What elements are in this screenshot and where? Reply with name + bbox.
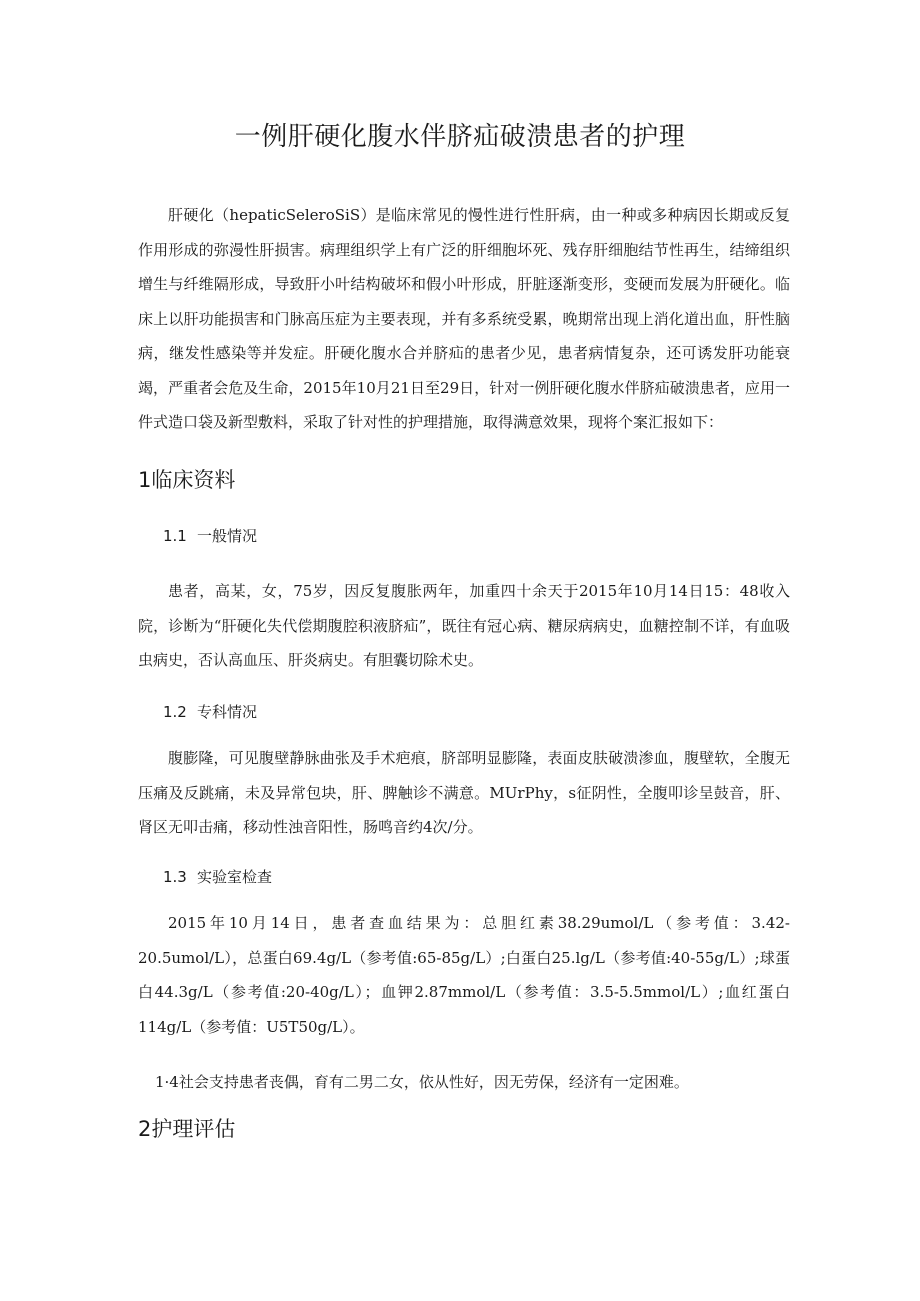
lab-results-paragraph: 2015年10月14日，患者查血结果为：总胆红素38.29umol/L（参考值：3.42-20.5umol/L），总蛋白69.4g/L（参考值:65-85g/L）;白蛋白25.lg/L（参考值:40-55g/L）;球蛋白44.3g/L（参考值:20-40g/L）；血钾2.87mmol/L（参考值：3.5-5.5mmol/L）;血红蛋白114g/L（参考值：U5T50g/L）。 bbox=[138, 914, 790, 1036]
document-title: 一例肝硬化腹水伴脐疝破溃患者的护理 bbox=[234, 122, 686, 152]
social-support-paragraph: 1·4社会支持患者丧偶，育有二男二女，依从性好，因无劳保，经济有一定困难。 bbox=[155, 1073, 689, 1091]
specialty-paragraph: 腹膨隆，可见腹壁静脉曲张及手术疤痕，脐部明显膨隆，表面皮肤破溃渗血，腹壁软，全腹无压痛及反跳痛，未及异常包块，肝、脾触诊不满意。MUrPhy，s征阴性，全腹叩诊呈鼓音，肝、肾区无叩击痛，移动性浊音阳性，肠鸣音约4次/分。 bbox=[138, 749, 790, 836]
subsection-1-1-heading bbox=[163, 524, 257, 548]
section-1-heading: 1临床资料 bbox=[138, 468, 236, 492]
subsection-1-2-number: 1.2 bbox=[163, 703, 187, 721]
subsection-1-1-number: 1.1 bbox=[163, 527, 187, 545]
subsection-1-3-heading bbox=[163, 865, 272, 889]
subsection-1-1-label: 一般情况 bbox=[197, 527, 258, 545]
section-2-heading: 2护理评估 bbox=[138, 1117, 236, 1141]
general-info-paragraph: 患者，高某，女，75岁，因反复腹胀两年，加重四十余天于2015年10月14日15：48收入院，诊断为“肝硬化失代偿期腹腔积液脐疝”，既往有冠心病、糖尿病病史，血糖控制不详，有血吸虫病史，否认高血压、肝炎病史。有胆囊切除术史。 bbox=[138, 582, 790, 669]
subsection-1-2-label: 专科情况 bbox=[197, 703, 258, 721]
subsection-1-3-number: 1.3 bbox=[163, 868, 187, 886]
subsection-1-3-label: 实验室检查 bbox=[197, 868, 273, 886]
intro-paragraph: 肝硬化（hepaticSeleroSiS）是临床常见的慢性进行性肝病，由一种或多种病因长期或反复作用形成的弥漫性肝损害。病理组织学上有广泛的肝细胞坏死、残存肝细胞结节性再生，结缔组织增生与纤维隔形成，导致肝小叶结构破坏和假小叶形成，肝脏逐渐变形，变硬而发展为肝硬化。临床上以肝功能损害和门脉高压症为主要表现，并有多系统受累，晚期常出现上消化道出血，肝性脑病，继发性感染等并发症。肝硬化腹水合并脐疝的患者少见，患者病情复杂，还可诱发肝功能衰竭，严重者会危及生命，2015年10月21日至29日，针对一例肝硬化腹水伴脐疝破溃患者，应用一件式造口袋及新型敷料，采取了针对性的护理措施，取得满意效果，现将个案汇报如下： bbox=[138, 206, 790, 431]
subsection-1-2-heading bbox=[163, 700, 257, 724]
